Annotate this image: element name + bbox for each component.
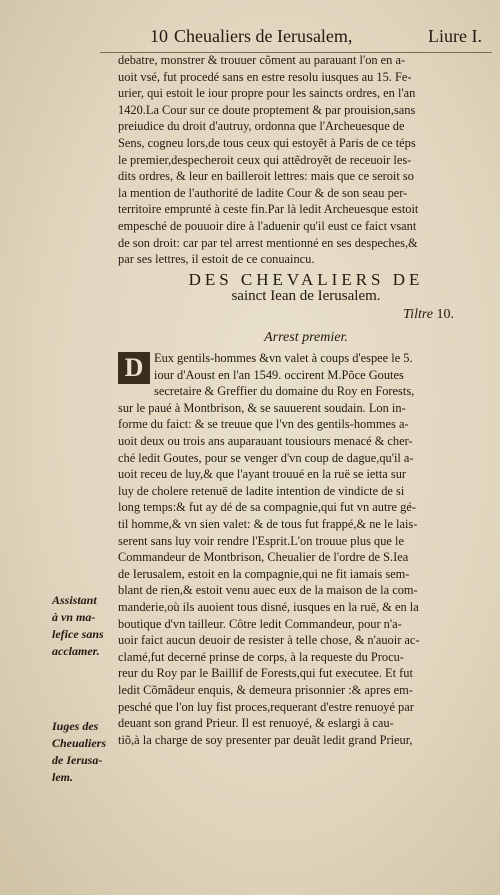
text-line: uoir faict aucun deuoir de resister à telle chose, & n'auoir ac- (118, 633, 420, 648)
text-line: clamé,fut decerné prinse de corps, à la requeste du Procu- (118, 649, 404, 664)
text-line: preiudice du droit d'autruy, ordonna que l'Archeuesque de (118, 119, 405, 134)
text-line: uoit deux ou trois ans auparauant tousiours menacé & cher- (118, 434, 413, 449)
text-line: debatre, monstrer & trouuer cõment au parauant l'on en a- (118, 53, 406, 67)
titre-label: Tiltre 10. (403, 306, 454, 322)
section-subtitle: sainct Iean de Ierusalem. (231, 288, 381, 305)
text-line: secretaire & Greffier du domaine du Roy en Forests, (154, 384, 415, 399)
text-line: sur le paué à Montbrison, & se sauuerent soudain. Lon in- (118, 400, 406, 415)
text-line: territoire emprunté à ceste fin.Par là ledit Archeuesque estoit (118, 202, 419, 217)
section-title: DES CHEVALIERS DE (188, 269, 424, 289)
text-line: Commandeur de Montbrison, Cheualier de l'ordre de S.Iea (118, 550, 409, 565)
text-line: blant de rien,& estoit venu auec eux de la maison de la com- (118, 583, 418, 598)
margin-note-assistant: Assistant à vn ma- lefice sans acclamer. (52, 593, 104, 658)
text-line: 1420.La Cour sur ce doute proptement & par prouision,sans (118, 102, 416, 117)
text-line: boutique d'vn tailleur. Côtre ledit Commandeur, pour n'a- (118, 616, 402, 631)
running-header (150, 26, 482, 47)
paragraph-2 (118, 350, 494, 748)
text-line: urier, qui estoit le iour propre pour les saincts ordres, en l'an (118, 86, 416, 101)
arrest-heading: Arrest premier. (264, 329, 348, 345)
text-line: manderie,où ils auoient tous disné, iusques en la ruë, & en la (118, 600, 419, 614)
book-label: Liure I. (428, 26, 482, 46)
text-line: de Ierusalem, estoit en la compagnie,qui ne fit iamais sem- (118, 566, 410, 581)
running-title: Cheualiers de Ierusalem, (174, 26, 353, 46)
text-line: uoit receu de luy,& que l'ayant trouué en la ruë se ietta sur (118, 467, 407, 482)
text-line: Eux gentils-hommes &vn valet à coups d'espee le 5. (154, 351, 413, 366)
text-line: de son droit: car par tel arrest mentionné en ses despeches,& (118, 235, 418, 250)
text-line: le premier,despecheroit ceux qui attẽdroyẽt de receuoir les- (118, 152, 412, 167)
text-line: til homme,& vn sien valet: & de tous fut frappé,& ne le lais- (118, 517, 418, 532)
text-line: reur du Roy par le Baillif de Forests,qui fut executee. Et fut (118, 666, 413, 681)
text-line: par ses lettres, il estoit de ce conuaincu. (118, 252, 315, 267)
drop-cap: D (118, 352, 150, 384)
text-line: ledit Cõmãdeur enquis, & demeura prisonnier :& apres em- (118, 682, 413, 697)
text-line: serent sans luy voir rendre l'Esprit.L'on trouue plus que le (118, 533, 404, 548)
text-line: iour d'Aoust en l'an 1549. occirent M.Põce Goutes (154, 367, 404, 382)
page-number: 10 (150, 26, 168, 46)
paragraph-1 (118, 52, 494, 268)
text-line: deuant son grand Prieur. Il est renuoyé, & eslargi à cau- (118, 716, 394, 731)
text-line: pesché que l'on luy fist proces,requerant d'estre renuoyé par (118, 699, 414, 714)
text-line: Sens, cogneu lors,de tous ceux qui estoyẽt à Paris de ce téps (118, 135, 416, 150)
text-line: uoit vsé, fut procedé sans en estre resolu iusques au 15. Fe- (118, 69, 412, 84)
text-line: luy de cholere retenuë de ladite intention de vindicte de si (118, 483, 405, 498)
text-line: tiõ,à la charge de soy presenter par deuãt ledit grand Prieur, (118, 732, 413, 747)
text-line: empesché de pouuoir dire à l'aduenir qu'il eust ce faict vsant (118, 218, 417, 233)
text-line: forme du faict: & se treuue que l'vn des gentils-hommes a- (118, 417, 409, 432)
margin-note-juges: Iuges des Cheualiers de Ierusa- lem. (52, 719, 107, 784)
text-line: long temps:& fut ay dé de sa compagnie,qui fut vn autre gé- (118, 500, 416, 515)
text-line: dits ordres, & leur en bailleroit lettres: mais que ce seroit so (118, 169, 414, 184)
text-body (118, 52, 494, 748)
text-line: la mention de l'authorité de ladite Cour & de son seau per- (118, 185, 408, 200)
text-line: ché ledit Goutes, pour se venger d'vn coup de dague,qu'il a- (118, 450, 414, 465)
